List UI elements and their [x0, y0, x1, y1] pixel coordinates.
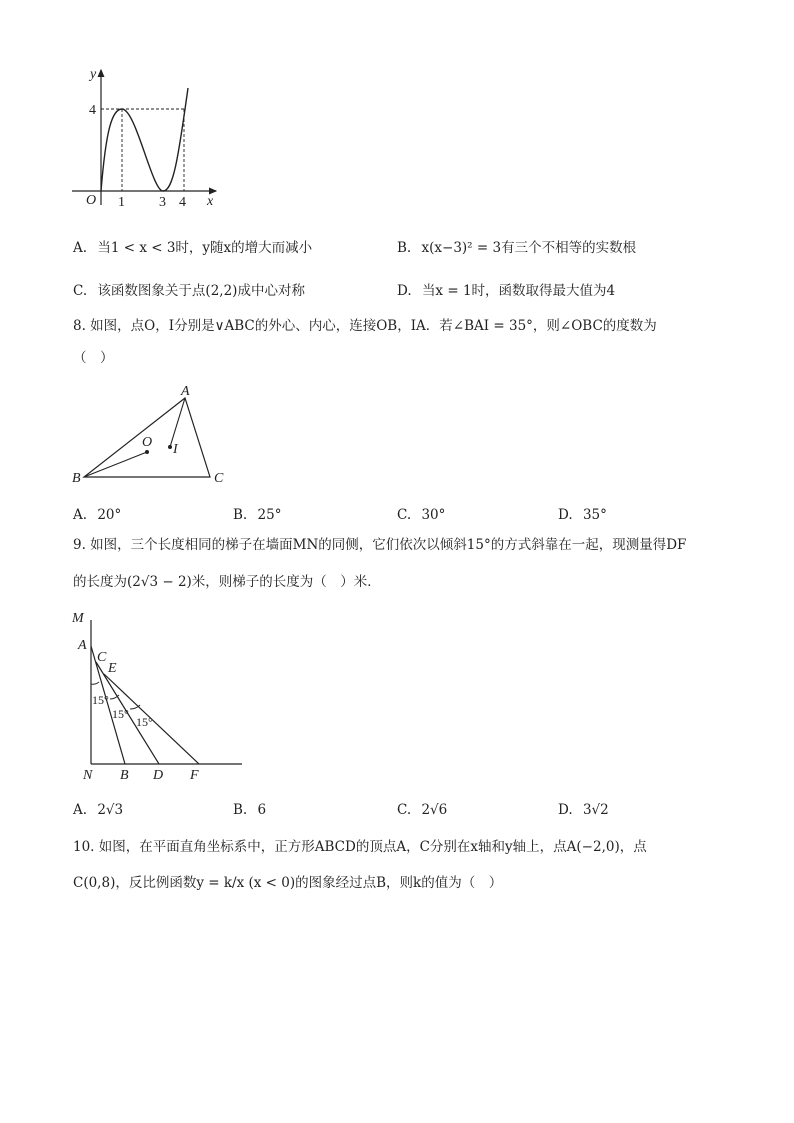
option-letter: D.	[558, 802, 573, 818]
q9-option-b	[233, 801, 266, 819]
angle-label-3: 15°	[136, 715, 153, 729]
point-i	[168, 445, 172, 449]
option-text: 25°	[257, 507, 282, 523]
q9-stem-line1: 9. 如图，三个长度相同的梯子在墙面MN的同侧，它们依次以倾斜15°的方式斜靠在一起，现测量得DF	[73, 537, 687, 553]
option-text: 35°	[582, 507, 607, 523]
cubic-curve	[101, 88, 188, 191]
option-letter: C.	[397, 802, 412, 818]
angle-label-2: 15°	[112, 707, 129, 721]
label-o: O	[142, 435, 153, 450]
q7-option-a	[73, 239, 312, 257]
q7-cubic-graph	[66, 60, 236, 210]
q8-paren: （ ）	[73, 350, 114, 366]
option-text: 该函数图象关于点(2,2)成中心对称	[97, 283, 305, 299]
x-tick-1: 1	[118, 195, 125, 210]
q7-option-d	[397, 282, 615, 300]
label-a: A	[78, 638, 87, 653]
y-axis-label: y	[90, 67, 97, 82]
option-letter: A.	[73, 802, 88, 818]
angle-label-1: 15°	[92, 693, 109, 707]
label-i: I	[173, 442, 178, 457]
option-letter: C.	[397, 507, 412, 523]
segment-ob	[84, 452, 147, 477]
label-b: B	[72, 471, 81, 486]
label-m: M	[72, 611, 84, 626]
label-e: E	[108, 661, 117, 676]
option-text: 当x = 1时，函数取得最大值为4	[421, 283, 616, 299]
label-c: C	[97, 650, 107, 665]
q9-stem-line2: 的长度为(2√3 − 2)米，则梯子的长度为（ ）米．	[73, 574, 381, 590]
q7-option-c	[73, 282, 305, 300]
option-text: 20°	[97, 507, 122, 523]
y-tick-4: 4	[89, 103, 96, 118]
option-letter: A.	[73, 507, 88, 523]
option-letter: B.	[233, 802, 248, 818]
q9-option-a	[73, 801, 123, 819]
option-text: 当1 < x < 3时，y随x的增大而减小	[97, 240, 313, 256]
segment-ia	[170, 398, 185, 447]
option-letter: D.	[558, 507, 573, 523]
x-tick-3: 3	[159, 195, 166, 210]
q10-stem-line2: C(0,8)，反比例函数y = k/x (x < 0)的图象经过点B，则k的值为（ ）	[73, 875, 503, 891]
option-text: 2√3	[97, 802, 124, 818]
x-axis-label: x	[207, 194, 214, 209]
q10-stem-line1: 10. 如图，在平面直角坐标系中，正方形ABCD的顶点A，C分别在x轴和y轴上，点A(−2,0)，点	[73, 839, 647, 855]
label-f: F	[190, 768, 199, 782]
q8-option-c	[397, 506, 445, 524]
q9-option-d	[558, 801, 609, 819]
option-text: 6	[257, 802, 267, 818]
option-text: x(x−3)² = 3有三个不相等的实数根	[421, 240, 637, 256]
option-text: 3√2	[582, 802, 609, 818]
option-letter: D.	[397, 283, 412, 299]
x-tick-4: 4	[179, 195, 186, 210]
label-n: N	[83, 768, 93, 782]
option-letter: C.	[73, 283, 88, 299]
label-b: B	[120, 768, 129, 782]
angle-arc-1	[91, 682, 99, 684]
option-letter: B.	[397, 240, 412, 256]
q8-option-a	[73, 506, 121, 524]
point-o	[145, 450, 149, 454]
origin-label: O	[86, 193, 97, 208]
label-d: D	[153, 768, 164, 782]
q9-ladder-figure	[66, 606, 246, 782]
q7-option-b	[397, 239, 636, 257]
q8-option-b	[233, 506, 281, 524]
q8-triangle-figure	[66, 382, 236, 488]
q9-option-c	[397, 801, 447, 819]
option-text: 2√6	[421, 802, 448, 818]
label-a: A	[181, 384, 190, 399]
q8-stem: 8. 如图，点O，I分别是∨ABC的外心、内心，连接OB，IA．若∠BAI = 35°，则∠OBC的度数为	[73, 318, 657, 334]
option-text: 30°	[421, 507, 446, 523]
option-letter: A.	[73, 240, 88, 256]
option-letter: B.	[233, 507, 248, 523]
q8-option-d	[558, 506, 607, 524]
label-c: C	[214, 471, 224, 486]
